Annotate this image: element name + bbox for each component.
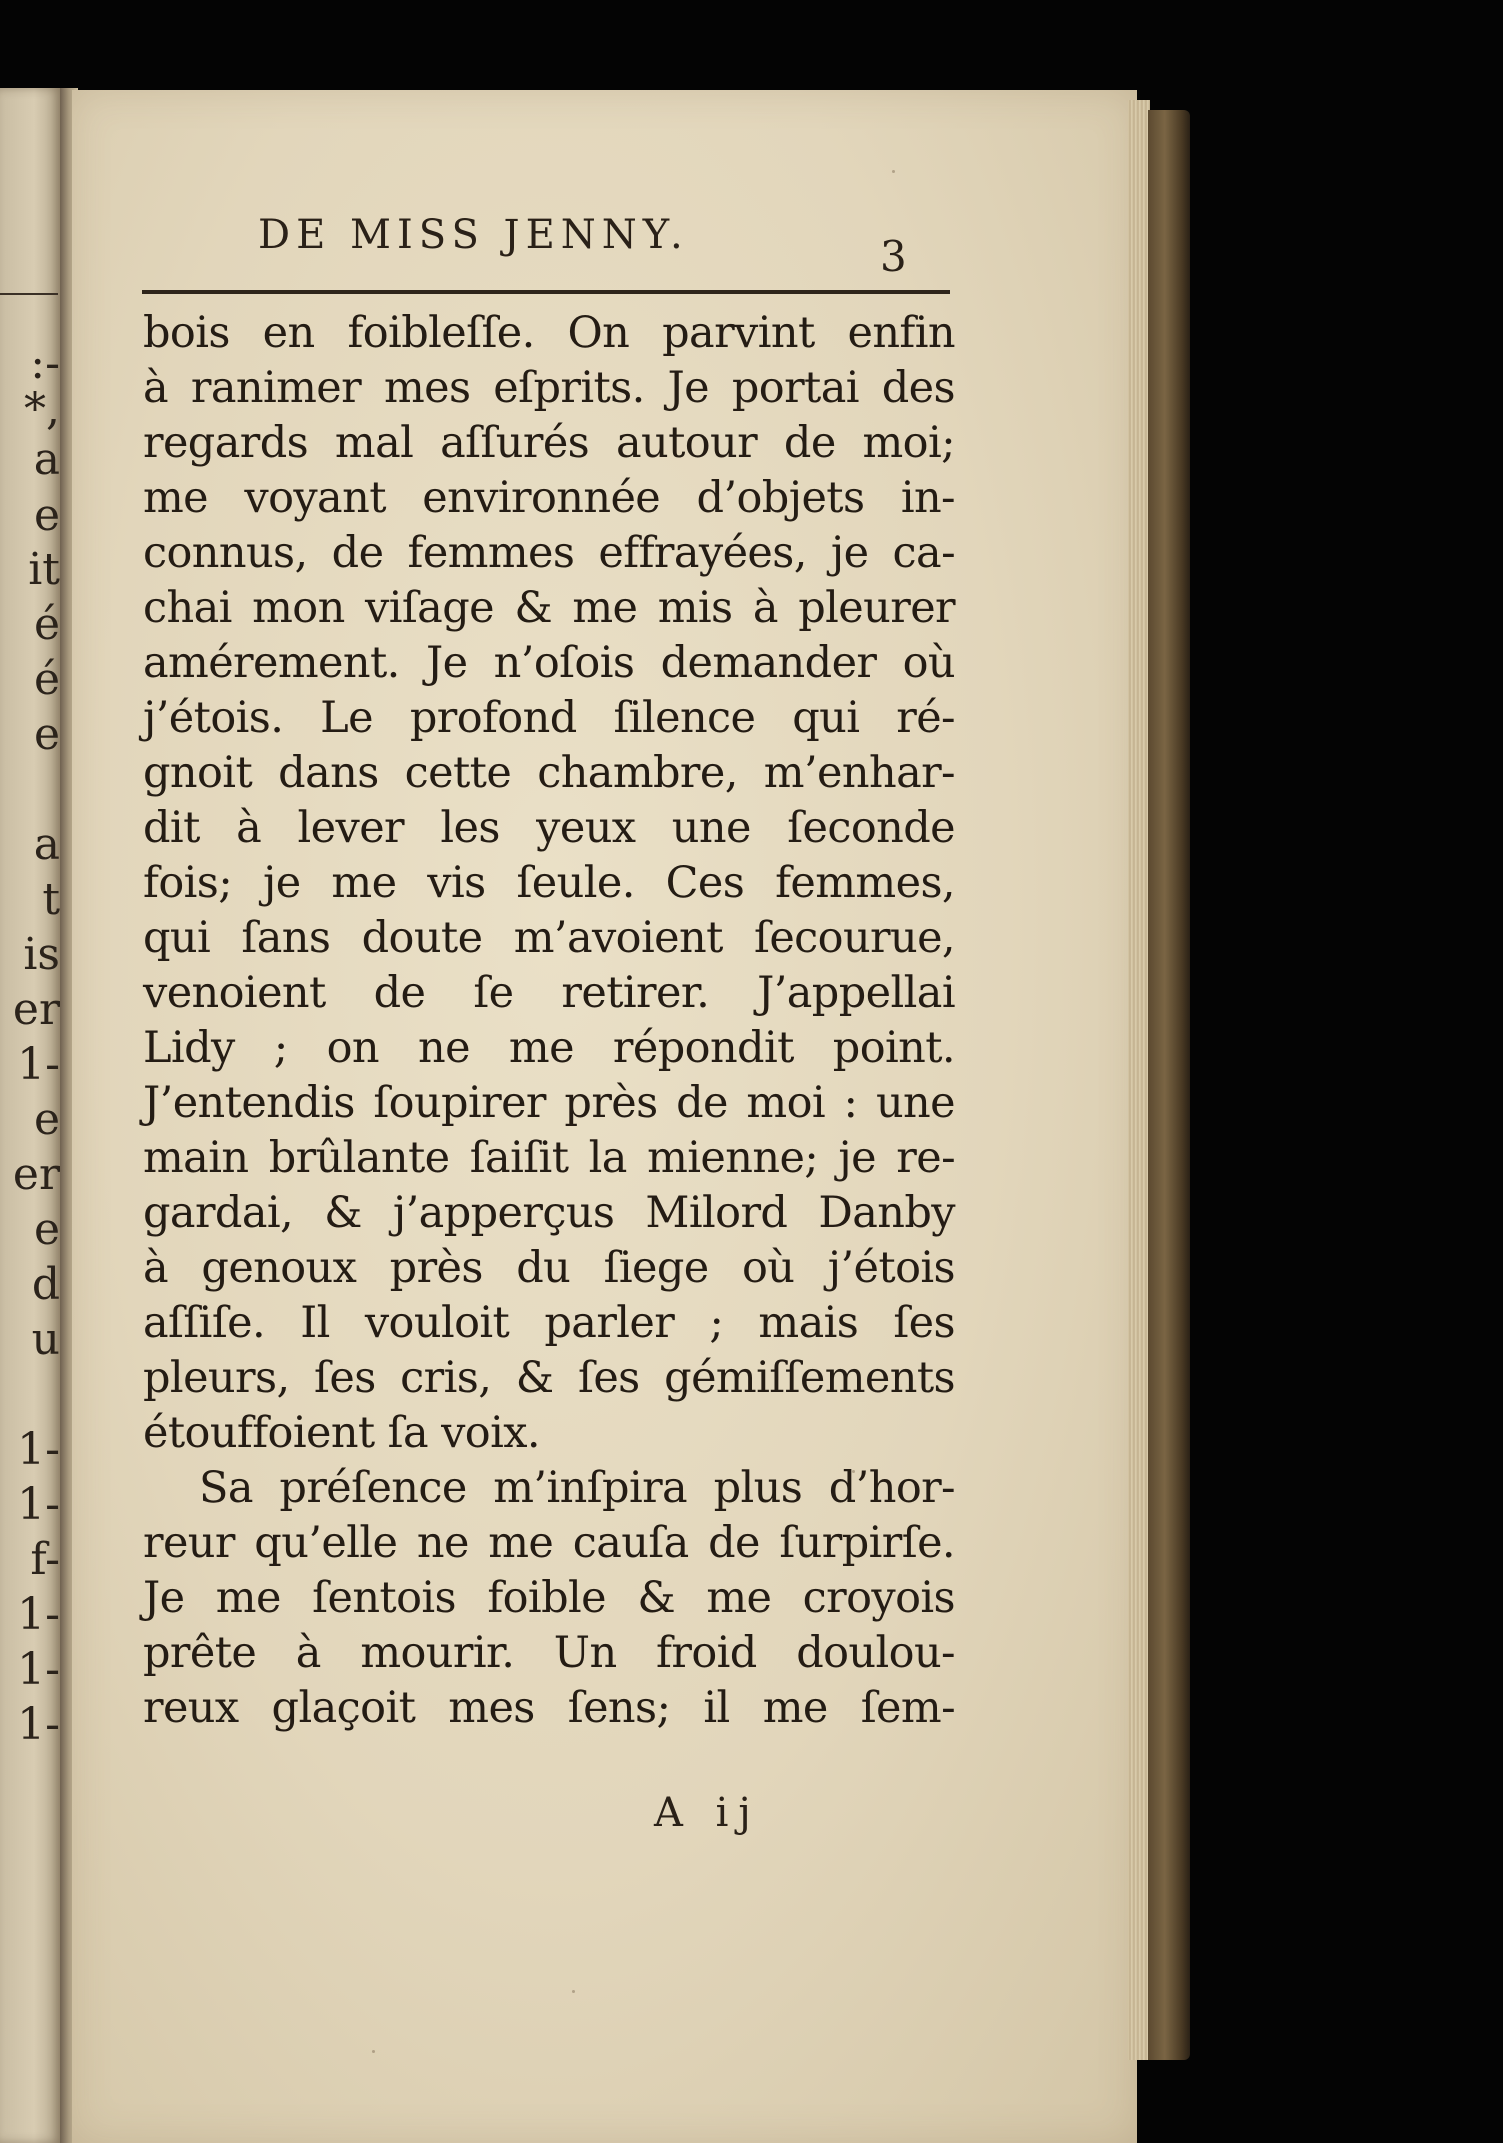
signature-mark: A ij <box>654 1790 761 1836</box>
text-line: me voyant environnée d’objets in- <box>143 473 955 523</box>
prev-fragment: é <box>33 603 60 647</box>
prev-fragment: :- <box>30 342 60 386</box>
text-line: aſſiſe. Il vouloit parler ; mais ſes <box>143 1298 955 1348</box>
prev-fragment: d <box>31 1263 60 1307</box>
text-line: connus, de femmes effrayées, je ca- <box>143 528 955 578</box>
text-line: bois en foibleſſe. On parvint enfin <box>143 308 955 358</box>
text-line: venoient de ſe retirer. J’appellai <box>143 968 955 1018</box>
prev-fragment: f- <box>30 1538 60 1582</box>
body-text <box>143 306 955 1736</box>
prev-fragment: e <box>33 494 60 538</box>
prev-fragment: it <box>28 548 60 592</box>
prev-fragment: er <box>12 988 60 1032</box>
prev-fragment: é <box>33 658 60 702</box>
paper-speck <box>372 2050 375 2053</box>
text-line: fois; je me vis ſeule. Ces femmes, <box>143 858 955 908</box>
prev-fragment: 1- <box>17 1648 60 1692</box>
running-head <box>258 212 938 272</box>
text-line: gnoit dans cette chambre, m’enhar- <box>143 748 955 798</box>
prev-fragment: is <box>23 933 60 977</box>
prev-fragment: t <box>42 878 60 922</box>
text-line: gardai, & j’apperçus Milord Danby <box>143 1188 955 1238</box>
text-line: amérement. Je n’oſois demander où <box>143 638 955 688</box>
prev-fragment: 1- <box>17 1483 60 1527</box>
book-binding <box>1148 110 1190 2060</box>
text-line: j’étois. Le profond ſilence qui ré- <box>143 693 955 743</box>
text-line: J’entendis ſoupirer près de moi : une <box>143 1078 955 1128</box>
previous-page-edge <box>0 88 62 2143</box>
prev-fragment: e <box>33 1098 60 1142</box>
prev-fragment: a <box>33 438 60 482</box>
text-line: à genoux près du ſiege où j’étois <box>143 1243 955 1293</box>
text-line: qui ſans doute m’avoient ſecourue, <box>143 913 955 963</box>
header-rule <box>142 290 950 294</box>
prev-fragment: er <box>12 1153 60 1197</box>
text-line: main brûlante ſaiſit la mienne; je re- <box>143 1133 955 1183</box>
text-line: Je me ſentois foible & me croyois <box>143 1573 955 1623</box>
paper-speck <box>572 1990 575 1993</box>
text-line: chai mon viſage & me mis à pleurer <box>143 583 955 633</box>
previous-page-rule <box>0 293 58 295</box>
page-number: 3 <box>880 232 907 281</box>
prev-fragment: 1- <box>17 1703 60 1747</box>
running-title: DE MISS JENNY. <box>258 212 689 258</box>
prev-fragment: u <box>31 1318 60 1362</box>
text-line: reux glaçoit mes ſens; il me ſem- <box>143 1683 955 1733</box>
text-line: Lidy ; on ne me répondit point. <box>143 1023 955 1073</box>
prev-fragment: e <box>33 1208 60 1252</box>
prev-fragment: e <box>33 713 60 757</box>
text-line: prête à mourir. Un froid doulou- <box>143 1628 955 1678</box>
text-line: reur qu’elle ne me cauſa de ſurpirſe. <box>143 1518 955 1568</box>
page-edge-stack <box>1128 100 1150 2060</box>
text-line: regards mal aſſurés autour de moi; <box>143 418 955 468</box>
prev-fragment: 1- <box>17 1593 60 1637</box>
prev-fragment: *, <box>24 388 60 432</box>
paragraph-end-line: étouffoient ſa voix. <box>143 1408 540 1458</box>
prev-fragment: 1- <box>17 1043 60 1087</box>
paper-speck <box>892 170 895 173</box>
text-line: à ranimer mes eſprits. Je portai des <box>143 363 955 413</box>
paragraph-start-line: Sa préſence m’inſpira plus d’hor- <box>199 1463 955 1513</box>
prev-fragment: a <box>33 823 60 867</box>
prev-fragment: 1- <box>17 1428 60 1472</box>
text-line: pleurs, ſes cris, & ſes gémiſſements <box>143 1353 955 1403</box>
text-line: dit à lever les yeux une ſeconde <box>143 803 955 853</box>
